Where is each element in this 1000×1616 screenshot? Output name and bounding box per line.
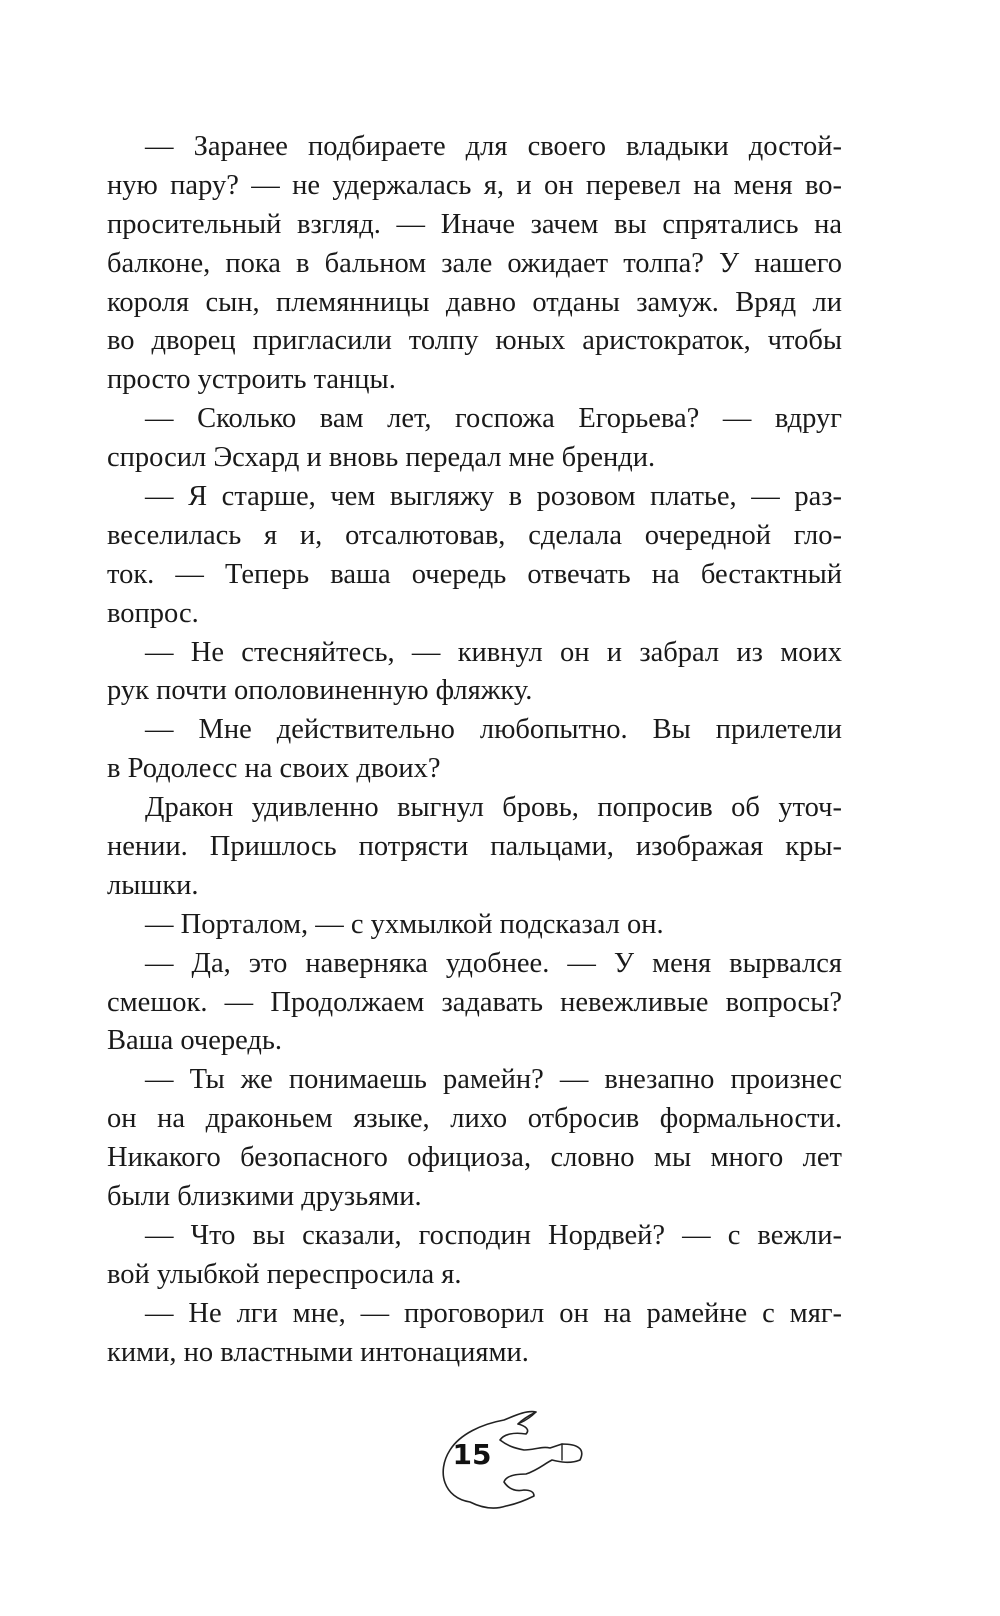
text-line: Ваша очередь. (107, 1025, 283, 1057)
text-line: — Ты же понимаешь рамейн? — внезапно произнес (145, 1064, 842, 1096)
text-line: смешок. — Продолжаем задавать невежливые вопросы? (107, 986, 842, 1018)
text-line: нении. Пришлось потрясти пальцами, изображая кры- (107, 831, 842, 863)
text-line: рук почти ополовиненную фляжку. (107, 675, 533, 707)
text-line: он на драконьем языке, лихо отбросив формальности. (107, 1103, 842, 1135)
text-line: в Родолесс на своих двоих? (107, 753, 441, 785)
text-line: лышки. (107, 869, 199, 901)
text-line: во дворец пригласили толпу юных аристократок, чтобы (107, 325, 842, 357)
text-line: Никакого безопасного официоза, словно мы много лет (107, 1142, 842, 1174)
text-line: кими, но властными интонациями. (107, 1336, 529, 1368)
text-line: ток. — Теперь ваша очередь отвечать на бестактный (107, 558, 842, 590)
text-line: — Порталом, — с ухмылкой подсказал он. (145, 908, 664, 940)
text-line: просительный взгляд. — Иначе зачем вы спрятались на (107, 208, 842, 240)
text-line: — Не лги мне, — проговорил он на рамейне с мяг- (145, 1297, 842, 1329)
book-page-text (107, 128, 842, 1373)
page-number: 15 (452, 1438, 492, 1471)
text-line: просто устроить танцы. (107, 364, 396, 396)
text-line: Дракон удивленно выгнул бровь, попросив об уточ- (145, 792, 842, 824)
text-line: были близкими друзьями. (107, 1181, 422, 1213)
text-line: спросил Эсхард и вновь передал мне бренди. (107, 442, 656, 474)
text-line: короля сын, племянницы давно отданы замуж. Вряд ли (107, 286, 842, 318)
text-line: ную пару? — не удержалась я, и он перевел на меня во- (107, 169, 842, 201)
text-line: — Мне действительно любопытно. Вы прилетели (145, 714, 842, 746)
text-line: — Да, это наверняка удобнее. — У меня вырвался (145, 947, 842, 979)
text-line: веселилась я и, отсалютовав, сделала очередной гло- (107, 519, 842, 551)
text-line: — Что вы сказали, господин Нордвей? — с вежли- (145, 1219, 842, 1251)
text-line: — Я старше, чем выгляжу в розовом платье, — раз- (145, 481, 842, 513)
text-line: — Сколько вам лет, госпожа Егорьева? — вдруг (145, 403, 842, 435)
text-line: вопрос. (107, 597, 199, 629)
page-footer (430, 1410, 610, 1520)
text-line: вой улыбкой переспросила я. (107, 1258, 462, 1290)
text-line: балконе, пока в бальном зале ожидает толпа? У нашего (107, 247, 842, 279)
text-line: — Не стесняйтесь, — кивнул он и забрал из моих (145, 636, 842, 668)
text-line: — Заранее подбираете для своего владыки достой- (145, 131, 842, 162)
